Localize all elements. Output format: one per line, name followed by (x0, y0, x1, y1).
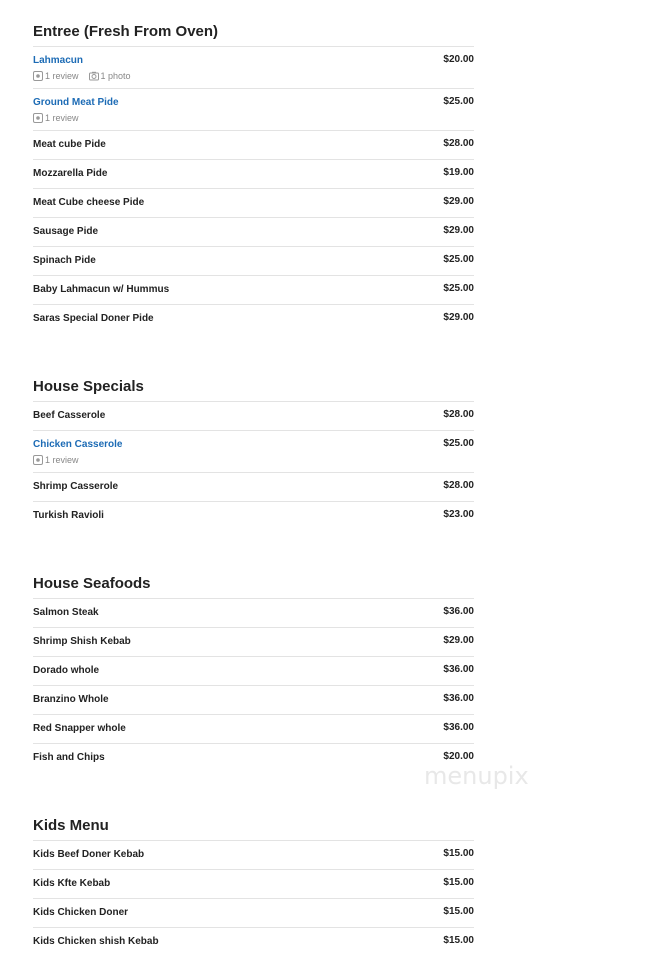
menu-item-price: $36.00 (443, 693, 474, 704)
menu-item-name: Spinach Pide (33, 255, 96, 266)
menu-item-name: Kids Beef Doner Kebab (33, 849, 145, 860)
review-icon (33, 113, 43, 123)
review-icon (33, 455, 43, 465)
review-count[interactable] (33, 455, 79, 465)
menu-item-price: $36.00 (443, 606, 474, 617)
menu-item-link[interactable]: Lahmacun (33, 55, 84, 66)
menu-item-name: Turkish Ravioli (33, 510, 104, 521)
menu-item-price: $25.00 (443, 254, 474, 265)
menu-item (33, 246, 474, 275)
menu-item-price: $36.00 (443, 664, 474, 675)
menu-item-price: $25.00 (443, 438, 474, 449)
camera-icon (89, 71, 99, 81)
review-count[interactable] (33, 71, 79, 81)
menu-item-price: $36.00 (443, 722, 474, 733)
menu-item (33, 656, 474, 685)
menu-item-price: $25.00 (443, 96, 474, 107)
menu-item-meta (33, 71, 141, 81)
menu-item-name: Beef Casserole (33, 410, 106, 421)
menu-item (33, 743, 474, 772)
menu-item-name: Baby Lahmacun w/ Hummus (33, 284, 170, 295)
menu-item-price: $23.00 (443, 509, 474, 520)
menu-item-price: $20.00 (443, 751, 474, 762)
menu-item (33, 927, 474, 956)
menu-item-price: $29.00 (443, 225, 474, 236)
review-count-label: 1 review (45, 113, 79, 123)
menu-item-name: Branzino Whole (33, 694, 109, 705)
menu-item-link[interactable]: Ground Meat Pide (33, 97, 119, 108)
menu-item-price: $15.00 (443, 877, 474, 888)
menu-item (33, 159, 474, 188)
menu-item (33, 840, 474, 869)
menu-item-price: $15.00 (443, 848, 474, 859)
photo-count[interactable] (89, 71, 131, 81)
menu-item-price: $28.00 (443, 138, 474, 149)
menu-item (33, 217, 474, 246)
menu-item-price: $19.00 (443, 167, 474, 178)
menu-item (33, 627, 474, 656)
menu-item[interactable] (33, 46, 474, 88)
menu-item-meta (33, 455, 89, 465)
menu-item (33, 898, 474, 927)
menu-item-price: $25.00 (443, 283, 474, 294)
section-title: House Specials (33, 378, 144, 395)
review-count[interactable] (33, 113, 79, 123)
menu-item-name: Kids Chicken shish Kebab (33, 936, 159, 947)
section-title: Kids Menu (33, 817, 109, 834)
menu-item-meta (33, 113, 89, 123)
menu-item-name: Sausage Pide (33, 226, 99, 237)
menu-item-price: $29.00 (443, 196, 474, 207)
menu-item-link[interactable]: Chicken Casserole (33, 439, 123, 450)
menu-item[interactable] (33, 88, 474, 130)
menu-item-name: Shrimp Casserole (33, 481, 119, 492)
review-count-label: 1 review (45, 71, 79, 81)
menu-item (33, 472, 474, 501)
review-count-label: 1 review (45, 455, 79, 465)
section-title: Entree (Fresh From Oven) (33, 23, 219, 40)
menu-item (33, 598, 474, 627)
menu-item (33, 685, 474, 714)
menu-item-name: Meat cube Pide (33, 139, 106, 150)
menu-item-name: Fish and Chips (33, 752, 105, 763)
menu-item-name: Shrimp Shish Kebab (33, 636, 131, 647)
menu-item-price: $20.00 (443, 54, 474, 65)
menu-item (33, 869, 474, 898)
watermark: menupix (424, 762, 529, 790)
menu-item-name: Red Snapper whole (33, 723, 126, 734)
menu-item-price: $15.00 (443, 935, 474, 946)
menu-item (33, 275, 474, 304)
menu-list (33, 0, 474, 956)
menu-item[interactable] (33, 430, 474, 472)
menu-item (33, 130, 474, 159)
menu-item-price: $15.00 (443, 906, 474, 917)
menu-item-name: Salmon Steak (33, 607, 99, 618)
menu-item-price: $29.00 (443, 312, 474, 323)
menu-item-price: $28.00 (443, 409, 474, 420)
menu-item-name: Mozzarella Pide (33, 168, 108, 179)
menu-item-price: $28.00 (443, 480, 474, 491)
review-icon (33, 71, 43, 81)
menu-item-name: Dorado whole (33, 665, 100, 676)
menu-item (33, 714, 474, 743)
photo-count-label: 1 photo (100, 71, 131, 81)
menu-item-name: Meat Cube cheese Pide (33, 197, 145, 208)
menu-item-name: Saras Special Doner Pide (33, 313, 154, 324)
menu-item-price: $29.00 (443, 635, 474, 646)
menu-item (33, 401, 474, 430)
section-title: House Seafoods (33, 575, 151, 592)
menu-item (33, 188, 474, 217)
menu-item-name: Kids Kfte Kebab (33, 878, 111, 889)
menu-item-name: Kids Chicken Doner (33, 907, 129, 918)
menu-item (33, 304, 474, 333)
menu-item (33, 501, 474, 530)
